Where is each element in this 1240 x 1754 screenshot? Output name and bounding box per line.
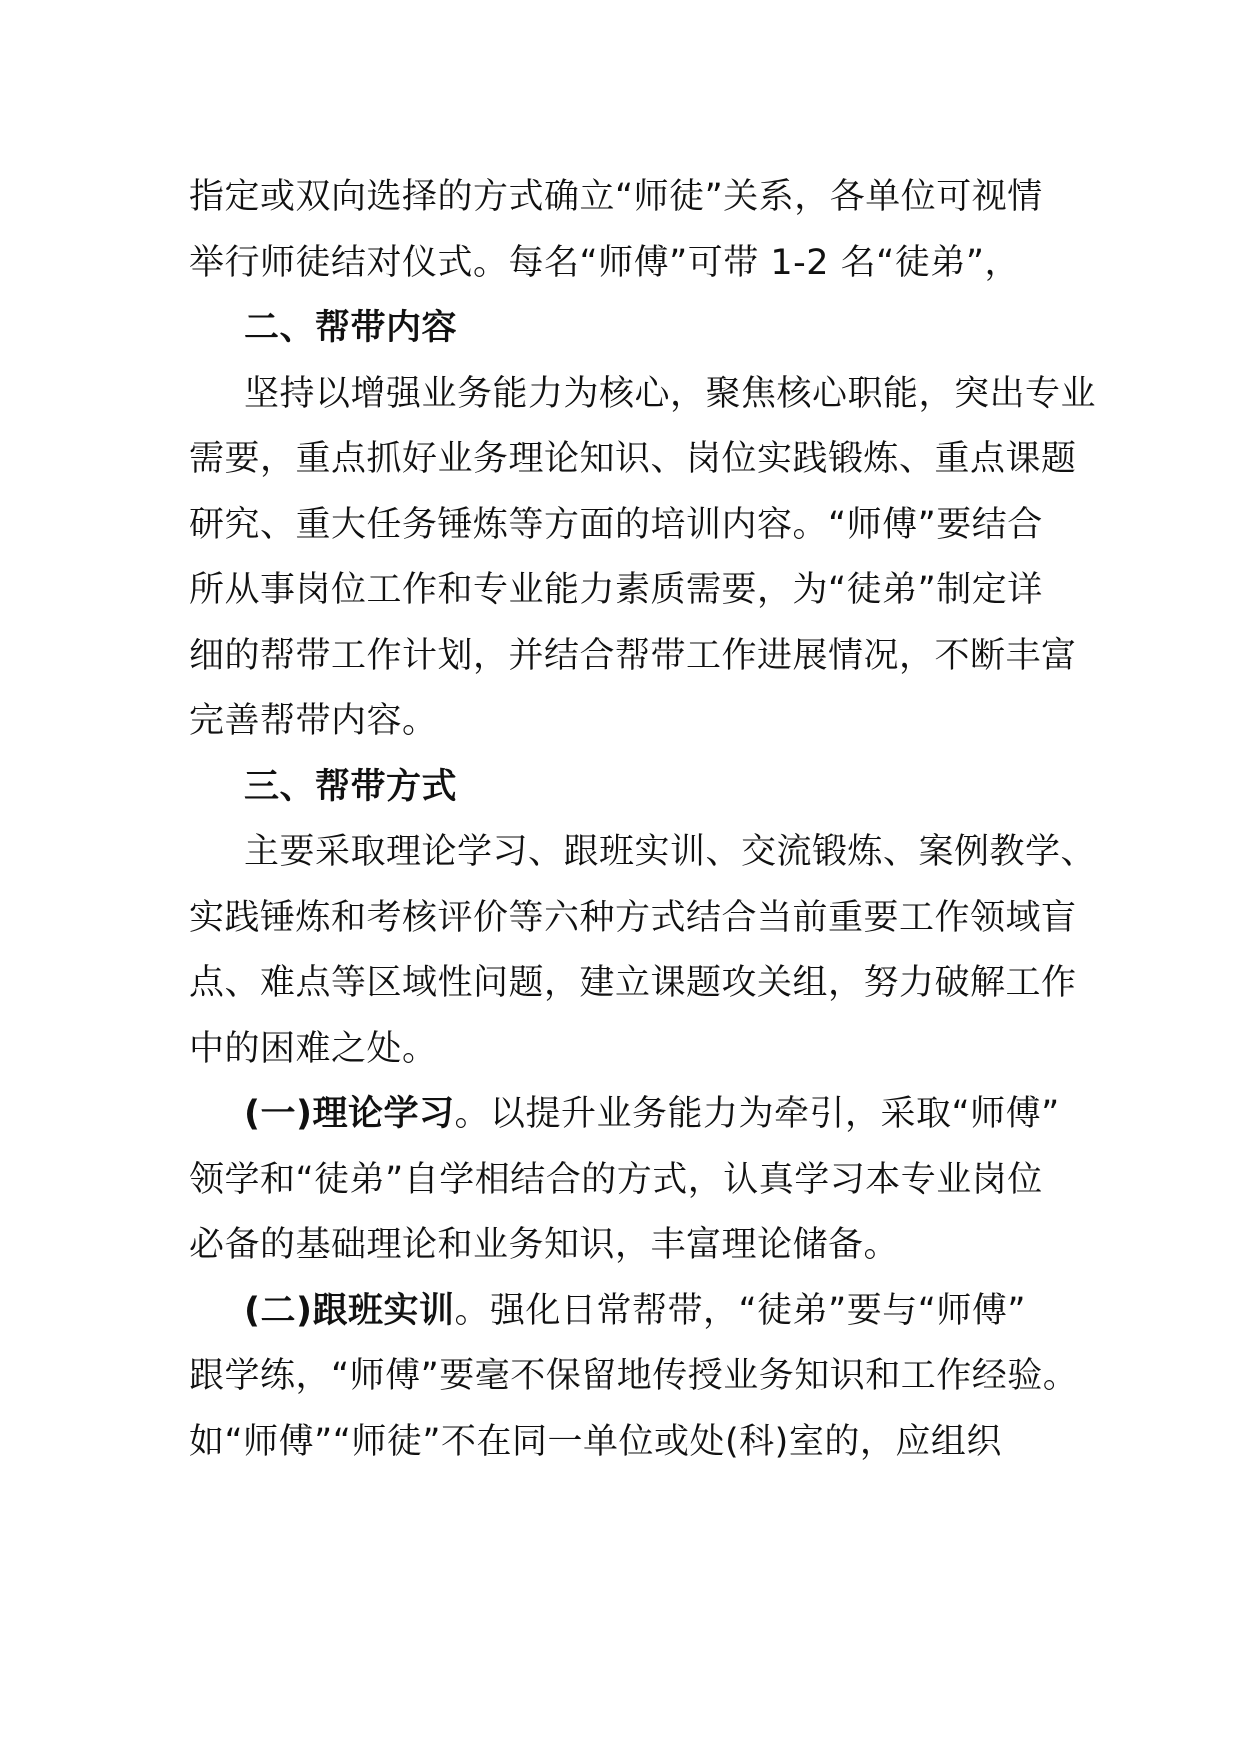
section-heading-methods: 三、帮带方式 bbox=[244, 766, 458, 807]
item1-line-2: 领学和“徒弟”自学相结合的方式，认真学习本专业岗位 bbox=[189, 1159, 1043, 1200]
section3-line-2: 实践锤炼和考核评价等六种方式结合当前重要工作领域盲 bbox=[189, 897, 1077, 938]
item2-line-3: 如“师傅”“师徒”不在同一单位或处(科)室的，应组织 bbox=[189, 1421, 1002, 1462]
section-heading-content: 二、帮带内容 bbox=[244, 308, 458, 348]
item1-first-line bbox=[189, 1082, 1059, 1148]
intro-line-2: 举行师徒结对仪式。每名“师傅”可带 1-2 名“徒弟”， bbox=[189, 242, 1020, 283]
item2-first-line-text: 。强化日常帮带，“徒弟”要与“师傅” bbox=[454, 1290, 1027, 1331]
section2-line-1: 坚持以增强业务能力为核心，聚焦核心职能，突出专业 bbox=[244, 373, 1097, 414]
item1-title: (一)理论学习 bbox=[244, 1094, 455, 1134]
section2-line-4: 所从事岗位工作和专业能力素质需要，为“徒弟”制定详 bbox=[189, 570, 1043, 610]
item2-first-line bbox=[189, 1279, 1059, 1345]
intro-line-1: 指定或双向选择的方式确立“师徒”关系，各单位可视情 bbox=[189, 177, 1043, 217]
item2-line-2: 跟学练，“师傅”要毫不保留地传授业务知识和工作经验。 bbox=[189, 1356, 1079, 1396]
item1-first-line-text: 。以提升业务能力为牵引，采取“师傅” bbox=[454, 1094, 1060, 1134]
section2-line-5: 细的帮带工作计划，并结合帮带工作进展情况，不断丰富 bbox=[189, 635, 1077, 676]
item2-title: (二)跟班实训 bbox=[244, 1290, 455, 1331]
section3-line-3: 点、难点等区域性问题，建立课题攻关组，努力破解工作 bbox=[189, 963, 1077, 1003]
section3-line-4: 中的困难之处。 bbox=[189, 1028, 438, 1069]
document-body bbox=[189, 165, 1097, 1475]
section2-line-2: 需要，重点抓好业务理论知识、岗位实践锻炼、重点课题 bbox=[189, 439, 1077, 479]
section2-line-6: 完善帮带内容。 bbox=[189, 701, 438, 741]
item1-line-3: 必备的基础理论和业务知识，丰富理论储备。 bbox=[189, 1225, 900, 1265]
section3-line-1: 主要采取理论学习、跟班实训、交流锻炼、案例教学、 bbox=[244, 832, 1097, 872]
section2-line-3: 研究、重大任务锤炼等方面的培训内容。“师傅”要结合 bbox=[189, 504, 1043, 545]
